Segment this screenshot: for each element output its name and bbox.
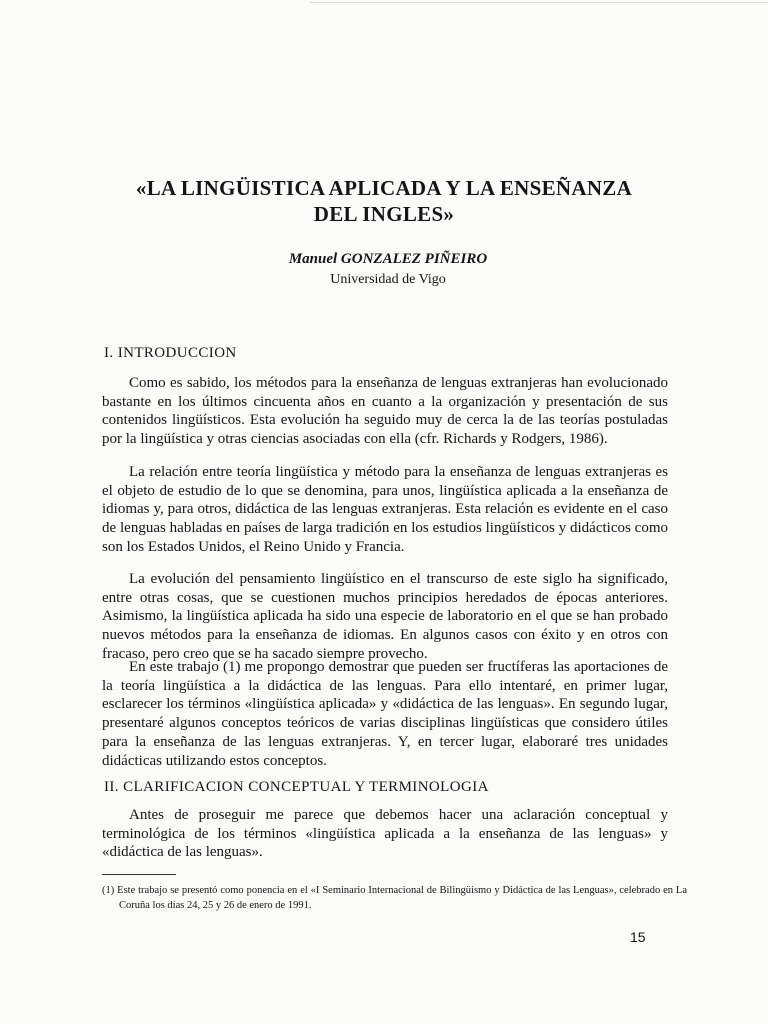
paragraph-intro-2: La relación entre teoría lingüística y método para la enseñanza de lenguas extranjeras es el objeto de estudio de lo que se denomina, para unos, lingüística aplicada a la enseñanza de idiomas y, para otros, didáctica de las lenguas extranjeras. Esta relación es evidente en el caso de lenguas habladas en países de larga tradición en los estudios lingüísticos y didácticos como son los Estados Unidos, el Reino Unido y Francia. [102, 464, 668, 555]
paragraph-clarificacion-1: Antes de proseguir me parece que debemos hacer una aclaración conceptual y terminológica de los términos «lingüística aplicada a la enseñanza de las lenguas» y «didáctica de las lenguas». [102, 807, 668, 861]
section-heading-introduccion: I. INTRODUCCION [104, 345, 237, 361]
page-number: 15 [630, 929, 646, 945]
paragraph-intro-3: La evolución del pensamiento lingüístico en el transcurso de este siglo ha significado, entre otras cosas, que se cuestionen muchos principios heredados de épocas anteriores. Asimismo, la lingüística aplicada ha sido una especie de laboratorio en el que se han probado nuevos métodos para la enseñanza de idiomas. En algunos casos con éxito y en otros con fracaso, pero creo que se ha sacado siempre provecho. [102, 571, 668, 662]
author-affiliation: Universidad de Vigo [330, 272, 446, 287]
paragraph-intro-4: En este trabajo (1) me propongo demostrar que pueden ser fructíferas las aportaciones de la teoría lingüística a la didáctica de las lenguas. Para ello intentaré, en primer lugar, esclarecer los términos «lingüística aplicada» y «didáctica de las lenguas». En segundo lugar, presentaré algunos conceptos teóricos de varias disciplinas lingüísticas que considero útiles para la enseñanza de las lenguas extranjeras. Y, en tercer lugar, elaboraré tres unidades didácticas utilizando estos conceptos. [102, 659, 668, 769]
section-heading-clarificacion: II. CLARIFICACION CONCEPTUAL Y TERMINOLOGIA [104, 779, 489, 795]
article-title-line-2: DEL INGLES» [313, 202, 455, 226]
scan-edge-line [310, 2, 768, 3]
paragraph-intro-1: Como es sabido, los métodos para la enseñanza de lenguas extranjeras han evolucionado bastante en los últimos cincuenta años en cuanto a la organización y presentación de sus contenidos lingüísticos. Esta evolución ha seguido muy de cerca la de las teorías postuladas por la lingüística y otras ciencias asociadas con ella (cfr. Richards y Rodgers, 1986). [102, 375, 668, 448]
article-title-line-1: «LA LINGÜISTICA APLICADA Y LA ENSEÑANZA [135, 176, 633, 200]
footnote-rule [102, 874, 176, 875]
footnote: (1) Este trabajo se presentó como ponencia en el «I Seminario Internacional de Bilingüismo y Didáctica de las Lenguas», celebrado en La Coruña los días 24, 25 y 26 de enero de 1991. [102, 885, 687, 911]
author-name: Manuel GONZALEZ PIÑEIRO [288, 251, 488, 267]
